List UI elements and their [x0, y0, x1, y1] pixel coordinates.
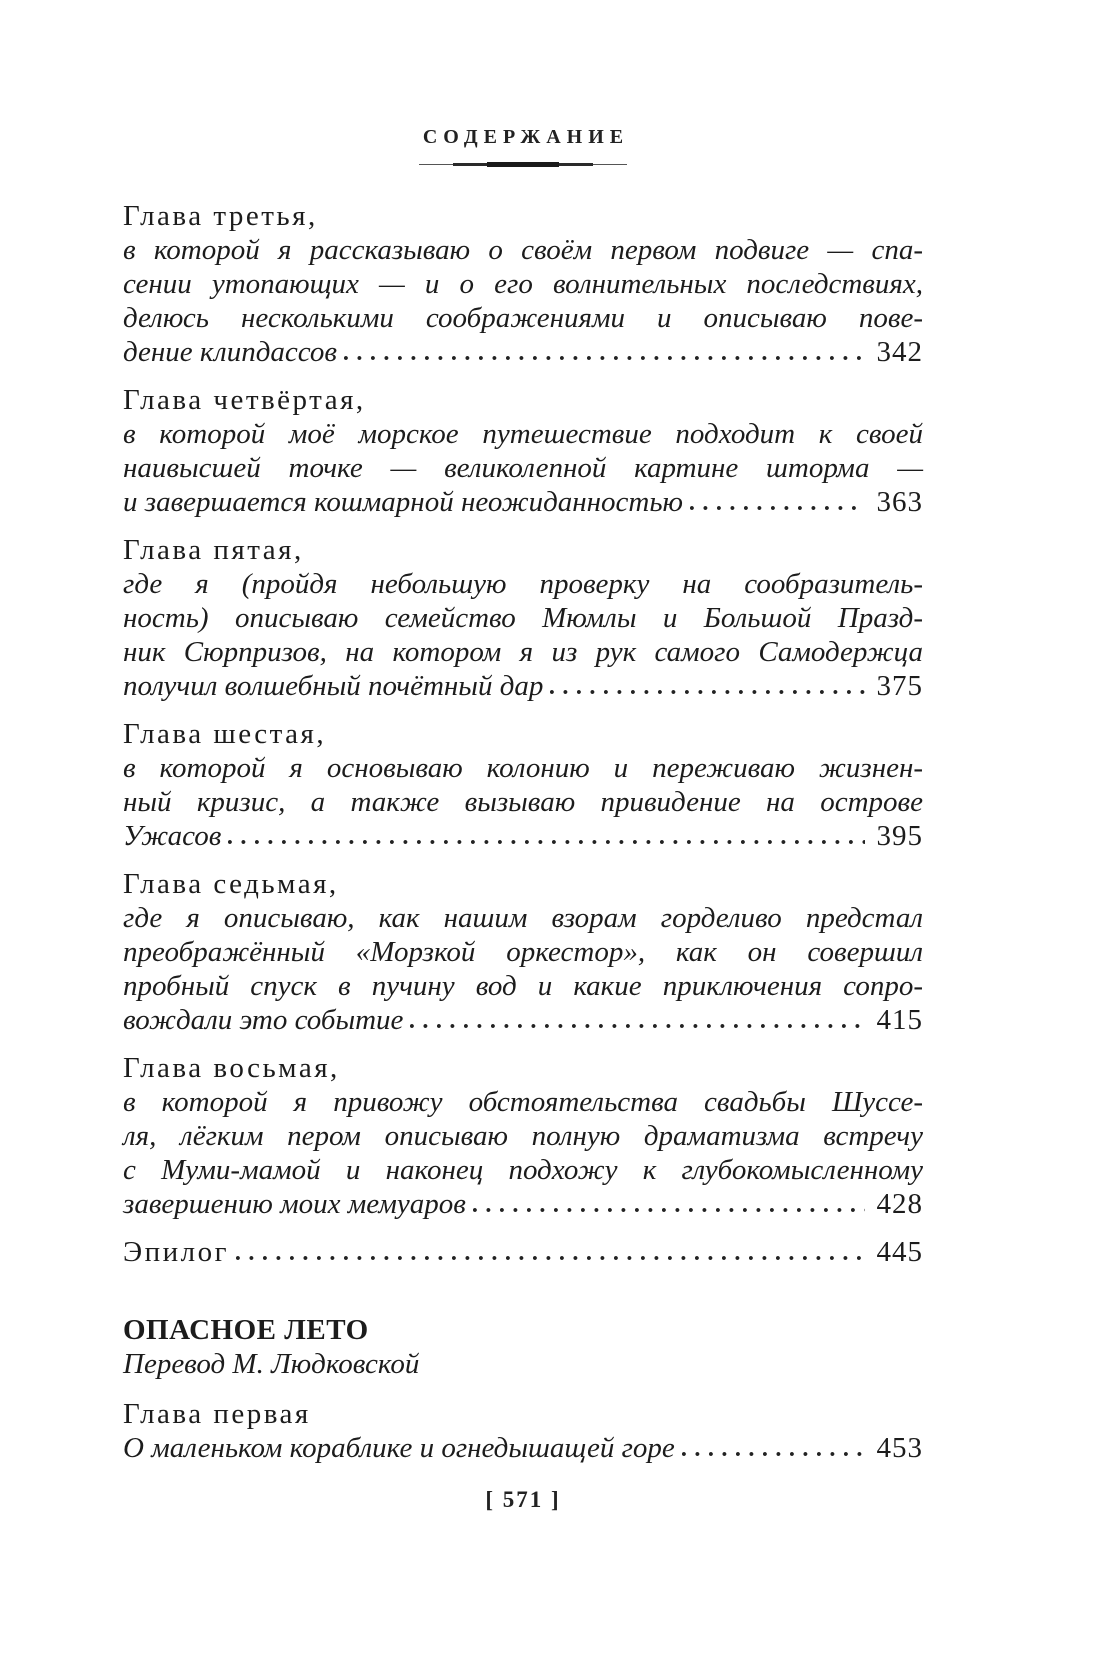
- dot-leader: [344, 355, 865, 361]
- toc-entry-line: в которой я рассказываю о своём первом подвиге — спа-: [123, 234, 923, 266]
- toc-entry-line: ный кризис, а также вызываю привидение на острове: [123, 786, 923, 818]
- toc-entry: [123, 533, 923, 703]
- toc-entry-tail-row: [123, 1003, 923, 1037]
- dot-leader: [682, 1451, 865, 1457]
- toc-entry-tail-text: О маленьком кораблике и огнедышащей горе: [123, 1432, 675, 1464]
- section-translator: Перевод М. Людковской: [123, 1348, 420, 1380]
- page-number: 445: [876, 1236, 923, 1268]
- toc-entry: [123, 717, 923, 853]
- toc-entry-tail-row: [123, 335, 923, 369]
- toc-entry-tail-row: [123, 1431, 923, 1465]
- toc-entry-heading: Глава седьмая,: [123, 868, 339, 900]
- page-title: СОДЕРЖАНИЕ: [422, 126, 630, 148]
- toc-entry-tail-row: [123, 669, 923, 703]
- toc-entry-line: в которой моё морское путешествие подходит к своей: [123, 418, 923, 450]
- toc-entry-line: сении утопающих — и о его волнительных последствиях,: [123, 268, 923, 300]
- toc-entry-tail-text: Ужасов: [123, 820, 222, 852]
- header-ornament-rule: [419, 162, 627, 167]
- toc-entry-line: наивысшей точке — великолепной картине шторма —: [123, 452, 923, 484]
- page-number: 342: [876, 336, 923, 368]
- toc-entry-heading: Глава пятая,: [123, 534, 304, 566]
- toc-entry-tail-row: [123, 819, 923, 853]
- page-number: 415: [876, 1004, 923, 1036]
- toc-entry: [123, 1235, 923, 1269]
- dot-leader: [473, 1207, 865, 1213]
- toc-entry: [123, 1397, 923, 1465]
- toc-entry-line: ность) описываю семейство Мюмлы и Большой Празд-: [123, 602, 923, 634]
- page-number: 453: [876, 1432, 923, 1464]
- toc-entry-heading: Глава третья,: [123, 200, 318, 232]
- toc-entry-line: ля, лёгким пером описываю полную драматизма встречу: [123, 1120, 923, 1152]
- toc-entry-line: делюсь несколькими соображениями и описываю пове-: [123, 302, 923, 334]
- dot-leader: [236, 1255, 864, 1261]
- toc-entry-tail-row: [123, 1235, 923, 1269]
- dot-leader: [410, 1023, 864, 1029]
- toc-entry-line: преображённый «Морзкой оркестор», как он совершил: [123, 936, 923, 968]
- toc-entry-heading: Глава четвёртая,: [123, 384, 366, 416]
- toc-entry-heading: Глава восьмая,: [123, 1052, 340, 1084]
- section-title: ОПАСНОЕ ЛЕТО: [123, 1314, 369, 1346]
- dot-leader: [228, 839, 864, 845]
- toc-entry-heading: Глава первая: [123, 1398, 311, 1430]
- toc-entry-line: с Муми-мамой и наконец подхожу к глубокомысленному: [123, 1154, 923, 1186]
- toc-entry-tail-text: дение клипдассов: [123, 336, 337, 368]
- dot-leader: [690, 505, 865, 511]
- toc-entry-line: пробный спуск в пучину вод и какие приключения сопро-: [123, 970, 923, 1002]
- toc-entry-tail-text: и завершается кошмарной неожиданностью: [123, 486, 683, 518]
- toc-entry-heading: Глава шестая,: [123, 718, 327, 750]
- toc-entry-tail-text: вождали это событие: [123, 1004, 404, 1036]
- toc-entry-line: где я описываю, как нашим взорам горделиво предстал: [123, 902, 923, 934]
- toc-entry-tail-row: [123, 485, 923, 519]
- toc-entry-tail-text: завершению моих мемуаров: [123, 1188, 466, 1220]
- page-number: 428: [876, 1188, 923, 1220]
- toc-entry: [123, 199, 923, 369]
- toc-entry: [123, 867, 923, 1037]
- toc-entry-heading: Эпилог: [123, 1236, 230, 1268]
- folio-page-number: [ 571 ]: [485, 1487, 561, 1512]
- page-number: 363: [876, 486, 923, 518]
- page-number: 395: [876, 820, 923, 852]
- toc-entry-line: где я (пройдя небольшую проверку на сообразитель-: [123, 568, 923, 600]
- toc-entry-tail-row: [123, 1187, 923, 1221]
- toc-entry-line: в которой я привожу обстоятельства свадьбы Шуссе-: [123, 1086, 923, 1118]
- toc-entry: [123, 1051, 923, 1221]
- toc-entry-tail-text: получил волшебный почётный дар: [123, 670, 544, 702]
- toc-list: [123, 199, 923, 1269]
- book-section-header: [123, 1313, 923, 1381]
- toc-entry-line: в которой я основываю колонию и переживаю жизнен-: [123, 752, 923, 784]
- page-number: 375: [876, 670, 923, 702]
- toc-list-continued: [123, 1397, 923, 1465]
- toc-entry-line: ник Сюрпризов, на котором я из рук самого Самодержца: [123, 636, 923, 668]
- toc-entry: [123, 383, 923, 519]
- dot-leader: [550, 689, 864, 695]
- text-column: [123, 0, 923, 1465]
